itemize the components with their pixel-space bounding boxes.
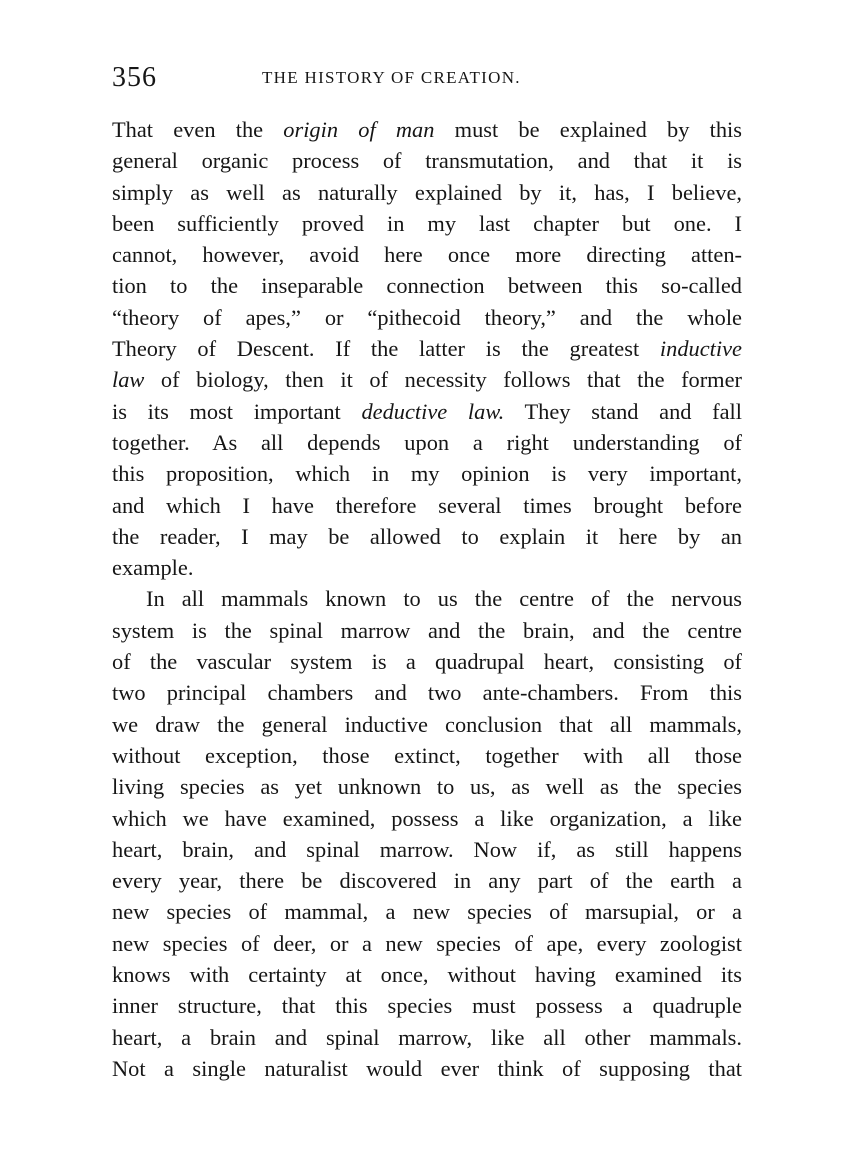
- text-run: heart, a brain and spinal marrow, like all other mammals.: [112, 1024, 742, 1050]
- text-run: been sufficiently proved in my last chapter but one. I: [112, 210, 742, 236]
- text-line: [112, 333, 742, 364]
- text-run: together. As all depends upon a right understanding of: [112, 429, 742, 455]
- text-run: example.: [112, 555, 194, 581]
- text-line: [112, 677, 742, 708]
- text-line: [112, 114, 742, 145]
- text-line: [112, 834, 742, 865]
- text-line: [112, 646, 742, 677]
- italic-text: deductive law.: [361, 398, 505, 424]
- text-run: without exception, those extinct, together with all those: [112, 742, 742, 768]
- text-run: of the vascular system is a quadrupal heart, consisting of: [112, 649, 742, 675]
- text-run: inner structure, that this species must possess a quadruple: [112, 993, 742, 1019]
- text-run: must be explained by this: [434, 117, 742, 142]
- body-text: [112, 114, 742, 1084]
- text-run: They stand and fall: [504, 398, 742, 424]
- text-line: [112, 552, 742, 583]
- page-number: 356: [112, 62, 157, 93]
- text-line: [112, 865, 742, 896]
- text-run: tion to the inseparable connection between this so-called: [112, 273, 742, 299]
- text-line: [112, 740, 742, 771]
- text-line: [112, 177, 742, 208]
- text-line: [112, 615, 742, 646]
- text-run: general organic process of transmutation, and that it is: [112, 148, 742, 174]
- text-line: [112, 490, 742, 521]
- text-run: Theory of Descent. If the latter is the greatest: [112, 336, 660, 362]
- text-line: [112, 239, 742, 270]
- text-line: [112, 1053, 742, 1084]
- text-line: [112, 771, 742, 802]
- text-run: the reader, I may be allowed to explain it here by an: [112, 523, 742, 549]
- text-run: system is the spinal marrow and the brain, and the centre: [112, 617, 742, 643]
- italic-text: inductive: [659, 336, 742, 362]
- text-run: “theory of apes,” or “pithecoid theory,” and the whole: [112, 304, 742, 330]
- text-line: [112, 208, 742, 239]
- text-line: [112, 990, 742, 1021]
- text-run: new species of deer, or a new species of ape, every zoologist: [112, 930, 742, 956]
- text-line: [112, 709, 742, 740]
- text-line: [112, 145, 742, 176]
- text-line: [112, 521, 742, 552]
- text-line: [112, 427, 742, 458]
- text-line: [112, 302, 742, 333]
- italic-text: origin of man: [283, 117, 435, 142]
- italic-text: law: [112, 367, 145, 393]
- text-run: and which I have therefore several times brought before: [112, 492, 742, 518]
- text-run: simply as well as naturally explained by it, has, I believe,: [112, 179, 742, 205]
- text-run: we draw the general inductive conclusion that all mammals,: [112, 711, 742, 737]
- text-run: this proposition, which in my opinion is very important,: [112, 461, 742, 487]
- text-run: In all mammals known to us the centre of the nervous: [146, 586, 742, 612]
- text-run: living species as yet unknown to us, as well as the species: [112, 774, 742, 800]
- running-title: THE HISTORY OF CREATION.: [262, 68, 521, 87]
- text-line: [112, 896, 742, 927]
- text-line: [112, 928, 742, 959]
- text-run: is its most important: [112, 398, 362, 424]
- text-line: [112, 396, 742, 427]
- text-run: which we have examined, possess a like organization, a like: [112, 805, 742, 831]
- text-run: That even the: [112, 117, 284, 142]
- text-run: new species of mammal, a new species of marsupial, or a: [112, 899, 742, 925]
- text-run: Not a single naturalist would ever think of supposing that: [112, 1055, 742, 1081]
- text-line: [112, 1022, 742, 1053]
- text-line: [112, 803, 742, 834]
- text-run: every year, there be discovered in any part of the earth a: [112, 868, 742, 894]
- text-line: [112, 458, 742, 489]
- text-run: heart, brain, and spinal marrow. Now if, as still happens: [112, 836, 742, 862]
- text-line: [112, 270, 742, 301]
- paragraph: [112, 583, 742, 1084]
- text-line: [112, 959, 742, 990]
- paragraph: [112, 114, 742, 583]
- page-header: [112, 58, 742, 98]
- text-run: cannot, however, avoid here once more directing atten-: [112, 242, 742, 268]
- text-line: [112, 364, 742, 395]
- text-run: two principal chambers and two ante-chambers. From this: [112, 680, 742, 706]
- text-run: of biology, then it of necessity follows that the former: [144, 367, 742, 393]
- text-line: [112, 583, 742, 614]
- text-run: knows with certainty at once, without having examined its: [112, 962, 742, 988]
